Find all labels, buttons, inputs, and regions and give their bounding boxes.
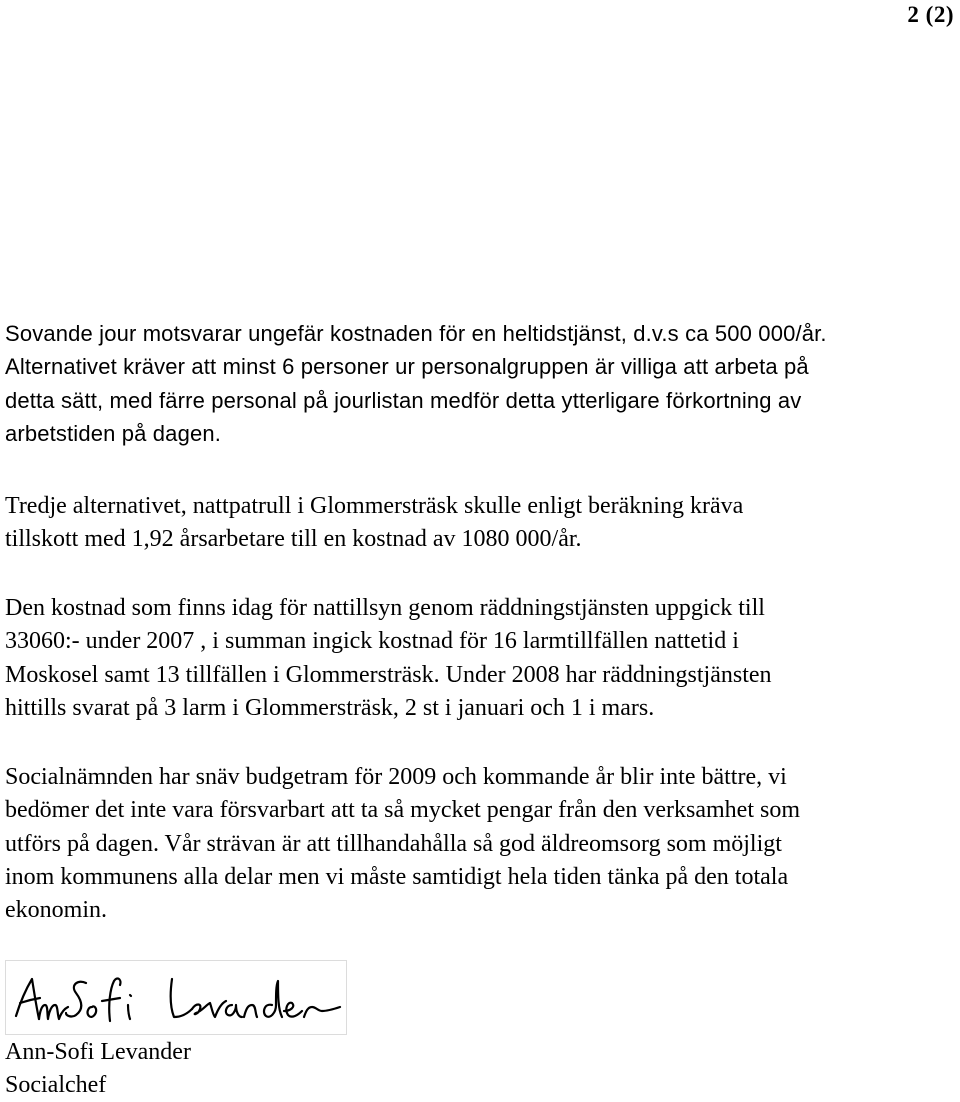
paragraph-line: inom kommunens alla delar men vi måste samtidigt hela tiden tänka på den totala <box>5 863 789 890</box>
paragraph-line: hittills svarat på 3 larm i Glommersträsk, 2 st i januari och 1 i mars. <box>5 694 655 721</box>
paragraph-line: Tredje alternativet, nattpatrull i Glommersträsk skulle enligt beräkning kräva <box>5 493 744 519</box>
paragraph-line: Socialnämnden har snäv budgetram för 2009 och kommande år blir inte bättre, vi <box>5 764 787 790</box>
paragraph-line: tillskott med 1,92 årsarbetare till en kostnad av 1080 000/år. <box>5 526 582 553</box>
paragraph-line: 33060:- under 2007 , i summan ingick kostnad för 16 larmtillfällen nattetid i <box>5 628 739 655</box>
paragraph-nattillsyn-kostnad <box>5 592 960 725</box>
handwritten-signature <box>5 960 347 1035</box>
paragraph-sovande-jour <box>5 317 960 450</box>
paragraph-line: detta sätt, med färre personal på jourlistan medför detta ytterligare förkortning av <box>5 387 802 413</box>
paragraph-line: Sovande jour motsvarar ungefär kostnaden för en heltidstjänst, d.v.s ca 500 000/år. <box>5 321 827 346</box>
paragraph-line: bedömer det inte vara försvarbart att ta så mycket pengar från den verksamhet som <box>5 797 801 824</box>
paragraph-line: ekonomin. <box>5 897 107 924</box>
signer-block <box>5 1036 191 1102</box>
paragraph-line: arbetstiden på dagen. <box>5 420 221 446</box>
paragraph-line: Moskosel samt 13 tillfällen i Glommersträsk. Under 2008 har räddningstjänsten <box>5 661 772 688</box>
paragraph-socialnamnden-budget <box>5 761 960 927</box>
paragraph-line: Alternativet kräver att minst 6 personer ur personalgruppen är villiga att arbeta på <box>5 354 809 380</box>
signer-title: Socialchef <box>5 1072 107 1098</box>
signature-scribble <box>6 961 346 1034</box>
signer-name: Ann-Sofi Levander <box>5 1039 191 1065</box>
paragraph-line: Den kostnad som finns idag för nattillsyn genom räddningstjänsten uppgick till <box>5 595 765 621</box>
page-number: 2 (2) <box>907 2 954 27</box>
paragraph-line: utförs på dagen. Vår strävan är att tillhandahålla så god äldreomsorg som möjligt <box>5 830 782 857</box>
paragraph-tredje-alternativet <box>5 490 960 557</box>
